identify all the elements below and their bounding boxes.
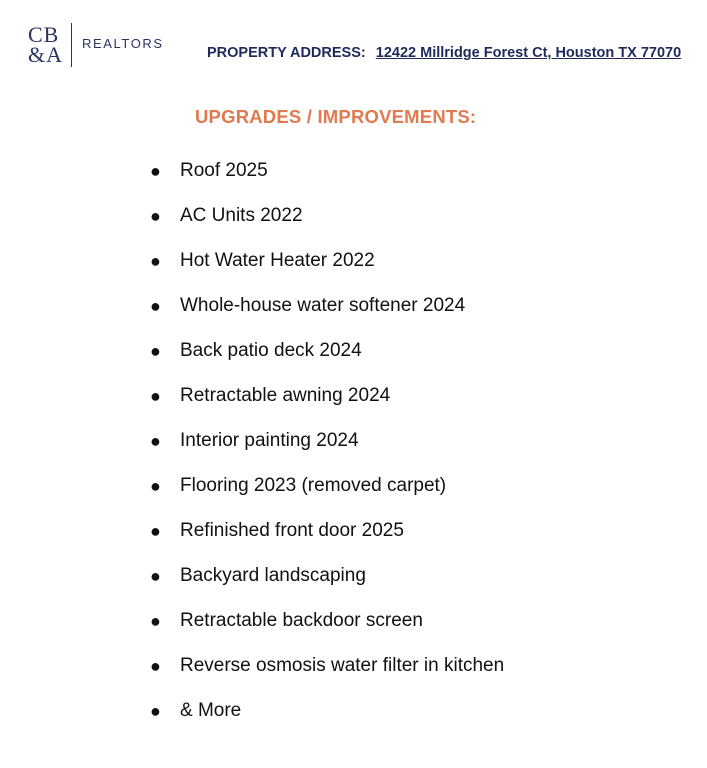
list-item [150, 336, 504, 381]
list-item [150, 471, 504, 516]
list-item-text: Retractable backdoor screen [180, 610, 423, 631]
list-item [150, 201, 504, 246]
list-item-text: Refinished front door 2025 [180, 520, 404, 541]
bullet-icon: ● [150, 566, 161, 586]
list-item [150, 381, 504, 426]
list-item [150, 696, 504, 741]
section-title: UPGRADES / IMPROVEMENTS: [195, 106, 477, 127]
list-item-text: Backyard landscaping [180, 565, 366, 586]
company-logo [28, 22, 164, 68]
list-item [150, 426, 504, 471]
list-item-text: Reverse osmosis water filter in kitchen [180, 655, 505, 676]
bullet-icon: ● [150, 161, 161, 181]
logo-divider [71, 23, 72, 67]
list-item [150, 246, 504, 291]
list-item-text: Retractable awning 2024 [180, 385, 391, 406]
bullet-icon: ● [150, 206, 161, 226]
logo-monogram-line1: CB [28, 22, 60, 47]
list-item-text: Interior painting 2024 [180, 430, 359, 451]
bullet-icon: ● [150, 341, 161, 361]
logo-monogram [28, 22, 63, 67]
logo-wordmark: REALTORS [82, 35, 164, 51]
bullet-icon: ● [150, 611, 161, 631]
list-item-text: AC Units 2022 [180, 205, 303, 226]
list-item [150, 156, 504, 201]
list-item-text: Roof 2025 [180, 160, 268, 181]
list-item [150, 651, 504, 696]
property-address-label: PROPERTY ADDRESS: [207, 45, 366, 61]
list-item-text: Flooring 2023 (removed carpet) [180, 475, 447, 496]
bullet-icon: ● [150, 656, 161, 676]
list-item-text: Whole-house water softener 2024 [180, 295, 466, 316]
bullet-icon: ● [150, 386, 161, 406]
bullet-icon: ● [150, 431, 161, 451]
property-address [207, 45, 681, 61]
upgrades-list [150, 156, 504, 741]
list-item-text: Back patio deck 2024 [180, 340, 362, 361]
list-item [150, 561, 504, 606]
list-item [150, 291, 504, 336]
list-item [150, 516, 504, 561]
list-item [150, 606, 504, 651]
list-item-text: & More [180, 700, 242, 721]
bullet-icon: ● [150, 251, 161, 271]
list-item-text: Hot Water Heater 2022 [180, 250, 375, 271]
bullet-icon: ● [150, 521, 161, 541]
bullet-icon: ● [150, 296, 161, 316]
bullet-icon: ● [150, 476, 161, 496]
bullet-icon: ● [150, 701, 161, 721]
logo-monogram-line2: &A [28, 42, 63, 67]
property-address-value: 12422 Millridge Forest Ct, Houston TX 77070 [375, 45, 682, 61]
